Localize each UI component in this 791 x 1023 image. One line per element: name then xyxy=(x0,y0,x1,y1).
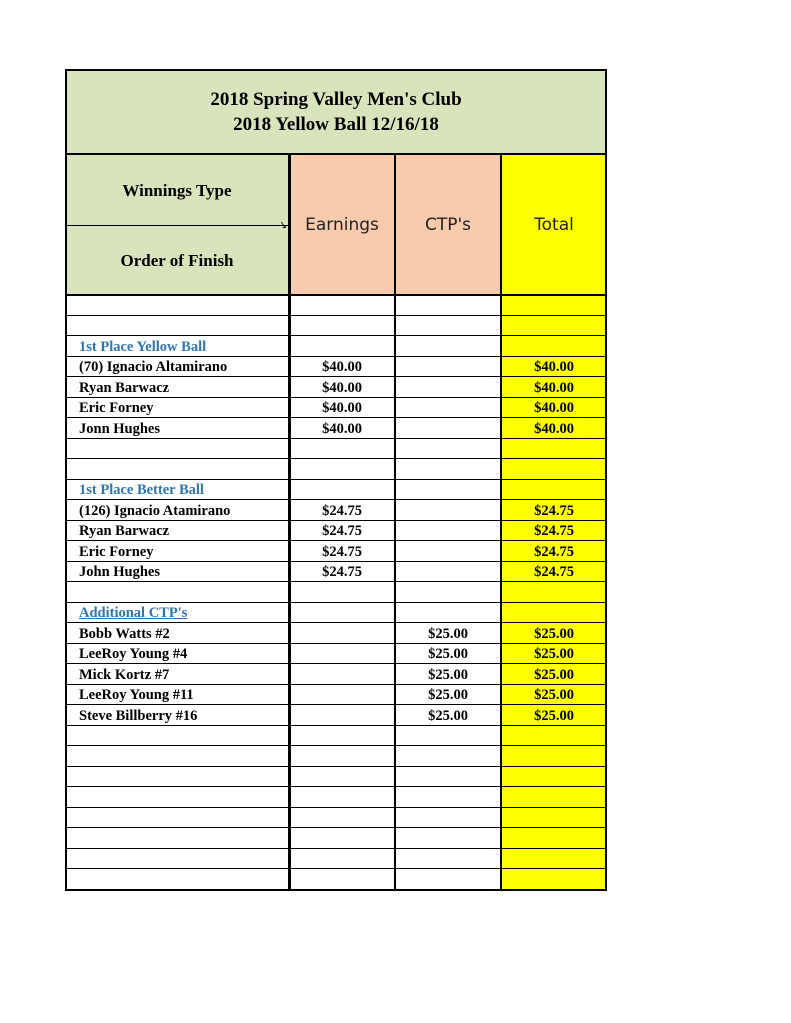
total-cell xyxy=(501,849,607,870)
earnings-cell xyxy=(289,828,395,849)
table-row xyxy=(65,746,607,767)
total-cell xyxy=(501,582,607,603)
total-cell xyxy=(501,787,607,808)
ctp-cell: $25.00 xyxy=(395,623,501,644)
player-name xyxy=(65,828,289,849)
player-name xyxy=(65,767,289,788)
ctp-cell xyxy=(395,869,501,890)
ctp-cell xyxy=(395,746,501,767)
total-cell xyxy=(501,336,607,357)
earnings-cell xyxy=(289,439,395,460)
table-row xyxy=(65,459,607,480)
table-row xyxy=(65,808,607,829)
player-name: LeeRoy Young #11 xyxy=(65,685,289,706)
table-row xyxy=(65,869,607,890)
ctp-cell xyxy=(395,377,501,398)
table-row xyxy=(65,603,607,624)
section-label: 1st Place Better Ball xyxy=(65,480,289,501)
total-cell: $40.00 xyxy=(501,398,607,419)
earnings-cell xyxy=(289,849,395,870)
earnings-cell xyxy=(289,705,395,726)
earnings-cell xyxy=(289,746,395,767)
player-name: Eric Forney xyxy=(65,541,289,562)
earnings-cell xyxy=(289,869,395,890)
table-row xyxy=(65,828,607,849)
earnings-cell: $24.75 xyxy=(289,521,395,542)
sheet-header xyxy=(65,69,607,155)
table-row xyxy=(65,562,607,583)
total-cell xyxy=(501,439,607,460)
table-row xyxy=(65,705,607,726)
ctp-cell xyxy=(395,316,501,337)
player-name xyxy=(65,869,289,890)
ctps-column-header: CTP's xyxy=(395,155,501,295)
player-name xyxy=(65,849,289,870)
player-name: Jonn Hughes xyxy=(65,418,289,439)
earnings-cell: $40.00 xyxy=(289,357,395,378)
frame-bottom xyxy=(65,889,607,891)
earnings-cell xyxy=(289,316,395,337)
table-row xyxy=(65,685,607,706)
player-name: Bobb Watts #2 xyxy=(65,623,289,644)
player-name: Steve Billberry #16 xyxy=(65,705,289,726)
total-cell xyxy=(501,316,607,337)
total-cell xyxy=(501,726,607,747)
earnings-cell xyxy=(289,664,395,685)
ctp-cell: $25.00 xyxy=(395,644,501,665)
winnings-table-body xyxy=(65,295,607,890)
table-row xyxy=(65,541,607,562)
col-divider-2 xyxy=(394,155,396,891)
header-bottom-line xyxy=(65,294,607,296)
ctp-cell xyxy=(395,828,501,849)
earnings-cell xyxy=(289,787,395,808)
table-row xyxy=(65,295,607,316)
table-row xyxy=(65,644,607,665)
total-cell xyxy=(501,767,607,788)
ctp-cell xyxy=(395,808,501,829)
earnings-cell xyxy=(289,480,395,501)
table-row xyxy=(65,623,607,644)
ctp-cell xyxy=(395,787,501,808)
total-cell xyxy=(501,459,607,480)
total-cell xyxy=(501,869,607,890)
total-cell: $25.00 xyxy=(501,705,607,726)
player-name xyxy=(65,726,289,747)
earnings-cell xyxy=(289,644,395,665)
table-row xyxy=(65,767,607,788)
player-name: Ryan Barwacz xyxy=(65,521,289,542)
earnings-cell xyxy=(289,623,395,644)
ctp-cell xyxy=(395,357,501,378)
total-cell xyxy=(501,480,607,501)
player-name xyxy=(65,746,289,767)
earnings-cell xyxy=(289,767,395,788)
earnings-cell: $24.75 xyxy=(289,562,395,583)
player-name xyxy=(65,582,289,603)
earnings-cell xyxy=(289,459,395,480)
winnings-sheet xyxy=(65,69,607,891)
total-cell: $40.00 xyxy=(501,357,607,378)
ctp-cell: $25.00 xyxy=(395,705,501,726)
table-row xyxy=(65,787,607,808)
earnings-cell: $24.75 xyxy=(289,541,395,562)
earnings-cell: $40.00 xyxy=(289,377,395,398)
order-of-finish-header: Order of Finish xyxy=(65,226,289,295)
player-name xyxy=(65,439,289,460)
ctp-cell xyxy=(395,541,501,562)
total-cell xyxy=(501,295,607,316)
table-row xyxy=(65,849,607,870)
ctp-cell xyxy=(395,418,501,439)
player-name: (70) Ignacio Altamirano xyxy=(65,357,289,378)
ctp-cell xyxy=(395,521,501,542)
total-cell xyxy=(501,603,607,624)
ctp-cell xyxy=(395,336,501,357)
earnings-cell xyxy=(289,336,395,357)
earnings-cell xyxy=(289,808,395,829)
table-row xyxy=(65,439,607,460)
total-cell: $24.75 xyxy=(501,562,607,583)
ctp-cell xyxy=(395,849,501,870)
arrow-icon: ↘ xyxy=(278,219,289,232)
col-divider-1 xyxy=(288,155,291,891)
total-cell: $25.00 xyxy=(501,644,607,665)
player-name xyxy=(65,295,289,316)
earnings-cell: $24.75 xyxy=(289,500,395,521)
earnings-cell xyxy=(289,603,395,624)
table-row xyxy=(65,377,607,398)
table-row xyxy=(65,480,607,501)
frame-left xyxy=(65,69,67,891)
player-name xyxy=(65,787,289,808)
table-row xyxy=(65,357,607,378)
player-name xyxy=(65,316,289,337)
earnings-cell xyxy=(289,295,395,316)
earnings-column-header: Earnings xyxy=(289,155,395,295)
player-name: John Hughes xyxy=(65,562,289,583)
ctp-cell: $25.00 xyxy=(395,685,501,706)
ctp-cell xyxy=(395,480,501,501)
total-cell: $24.75 xyxy=(501,521,607,542)
table-row xyxy=(65,521,607,542)
total-cell xyxy=(501,808,607,829)
player-name: (126) Ignacio Atamirano xyxy=(65,500,289,521)
col-divider-3 xyxy=(500,155,502,891)
ctp-cell xyxy=(395,439,501,460)
section-label: Additional CTP's xyxy=(65,603,289,624)
total-cell xyxy=(501,746,607,767)
total-cell: $25.00 xyxy=(501,685,607,706)
player-name xyxy=(65,808,289,829)
earnings-cell xyxy=(289,685,395,706)
player-name: Mick Kortz #7 xyxy=(65,664,289,685)
earnings-cell: $40.00 xyxy=(289,398,395,419)
table-row xyxy=(65,316,607,337)
club-title: 2018 Spring Valley Men's Club xyxy=(210,89,462,110)
earnings-cell: $40.00 xyxy=(289,418,395,439)
table-row xyxy=(65,398,607,419)
earnings-cell xyxy=(289,582,395,603)
ctp-cell xyxy=(395,398,501,419)
total-cell: $24.75 xyxy=(501,541,607,562)
winnings-type-header: Winnings Type xyxy=(65,155,289,226)
ctp-cell xyxy=(395,582,501,603)
ctp-cell xyxy=(395,500,501,521)
total-cell: $25.00 xyxy=(501,664,607,685)
ctp-cell xyxy=(395,459,501,480)
frame-right xyxy=(605,69,607,891)
ctp-cell xyxy=(395,767,501,788)
table-row xyxy=(65,336,607,357)
ctp-cell xyxy=(395,562,501,583)
table-row xyxy=(65,726,607,747)
table-row xyxy=(65,500,607,521)
ctp-cell: $25.00 xyxy=(395,664,501,685)
player-name: LeeRoy Young #4 xyxy=(65,644,289,665)
total-cell: $25.00 xyxy=(501,623,607,644)
total-cell xyxy=(501,828,607,849)
section-label: 1st Place Yellow Ball xyxy=(65,336,289,357)
player-name xyxy=(65,459,289,480)
ctp-cell xyxy=(395,603,501,624)
total-column-header: Total xyxy=(501,155,607,295)
table-row xyxy=(65,664,607,685)
total-cell: $40.00 xyxy=(501,418,607,439)
player-name: Ryan Barwacz xyxy=(65,377,289,398)
total-cell: $40.00 xyxy=(501,377,607,398)
ctp-cell xyxy=(395,295,501,316)
event-title: 2018 Yellow Ball 12/16/18 xyxy=(233,114,439,135)
player-name: Eric Forney xyxy=(65,398,289,419)
ctp-cell xyxy=(395,726,501,747)
table-row xyxy=(65,418,607,439)
total-cell: $24.75 xyxy=(501,500,607,521)
table-row xyxy=(65,582,607,603)
earnings-cell xyxy=(289,726,395,747)
